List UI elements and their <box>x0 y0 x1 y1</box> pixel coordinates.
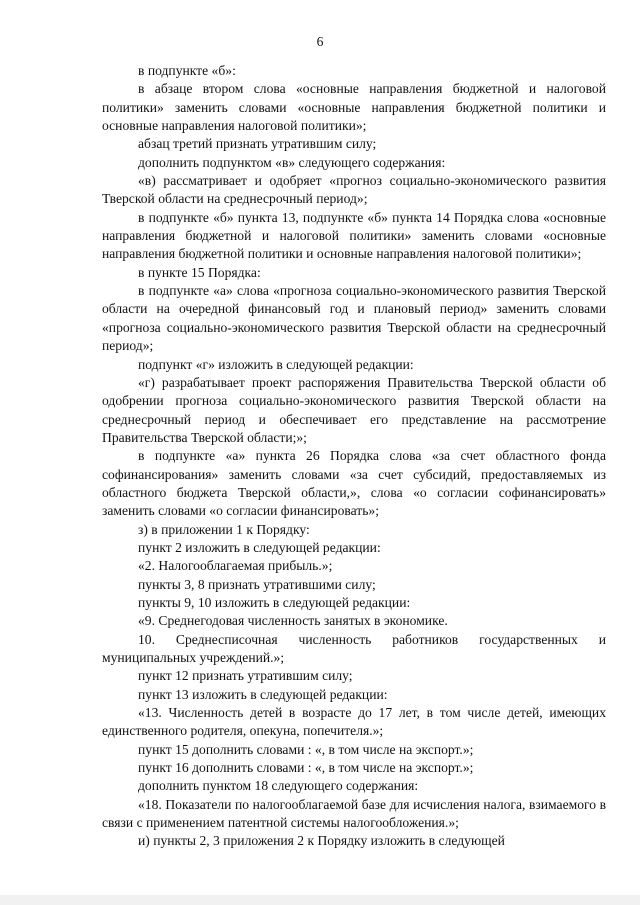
paragraph: «г) разрабатывает проект распоряжения Правительства Тверской области об одобрении прогноза социально-экономического развития Тверской области на среднесрочный период и обеспечивает его представление на рассмотрение Правительства Тверской области;»; <box>102 374 606 445</box>
paragraph: пункт 2 изложить в следующей редакции: <box>138 539 381 555</box>
paragraph: в подпункте «а» пункта 26 Порядка слова «за счет областного фонда софинансирования» заменить словами «за счет субсидий, предоставляемых из областного бюджета Тверской области,», слова «о согласии софинансировать» заменить словами «о согласии финансировать»; <box>102 448 606 519</box>
paragraph: дополнить подпунктом «в» следующего содержания: <box>138 154 446 170</box>
paragraph: в пункте 15 Порядка: <box>138 264 261 280</box>
scan-bottom-edge <box>0 895 640 905</box>
paragraph: «13. Численность детей в возрасте до 17 лет, в том числе детей, имеющих единственного родителя, опекуна, попечителя.»; <box>102 705 606 739</box>
paragraph: пункт 12 признать утратившим силу; <box>138 668 353 684</box>
paragraph: в подпункте «б»: <box>138 63 236 78</box>
paragraph: пункты 9, 10 изложить в следующей редакции: <box>138 594 411 610</box>
paragraph: дополнить пунктом 18 следующего содержания: <box>138 778 419 794</box>
paragraph: абзац третий признать утратившим силу; <box>138 136 377 152</box>
paragraph: в абзаце втором слова «основные направления бюджетной и налоговой политики» заменить словами «основные направления бюджетной политики и основные направления налоговой политики»; <box>102 81 606 134</box>
paragraph: подпункт «г» изложить в следующей редакции: <box>138 356 414 372</box>
paragraph: 10. Среднесписочная численность работников государственных и муниципальных учреждений.»; <box>102 631 606 665</box>
paragraph: и) пункты 2, 3 приложения 2 к Порядку изложить в следующей <box>138 833 505 849</box>
paragraph: «18. Показатели по налогооблагаемой базе для исчисления налога, взимаемого в связи с применением патентной системы налогообложения.»; <box>102 796 606 831</box>
page-number: 6 <box>316 34 324 49</box>
paragraph: «в) рассматривает и одобряет «прогноз социально-экономического развития Тверской области на среднесрочный период»; <box>102 173 606 207</box>
paragraph: «2. Налогооблагаемая прибыль.»; <box>138 558 333 574</box>
paragraph: пункт 16 дополнить словами : «, в том числе на экспорт.»; <box>138 760 474 776</box>
paragraph: пункт 13 изложить в следующей редакции: <box>138 686 388 702</box>
paragraph: «9. Среднегодовая численность занятых в экономике. <box>138 613 448 629</box>
paragraph: з) в приложении 1 к Порядку: <box>138 521 310 537</box>
paragraph: пункты 3, 8 признать утратившими силу; <box>138 576 376 592</box>
paragraph: в подпункте «б» пункта 13, подпункте «б» пункта 14 Порядка слова «основные направления бюджетной и налоговой политики» заменить словами «основные направления бюджетной политики и основные направления налоговой политики»; <box>102 209 606 262</box>
paragraph: в подпункте «а» слова «прогноза социально-экономического развития Тверской области на очередной финансовый год и плановый период» заменить словами «прогноза социально-экономического развития Тверской области на среднесрочный период»; <box>102 283 606 354</box>
paragraph: пункт 15 дополнить словами : «, в том числе на экспорт.»; <box>138 741 474 757</box>
document-body <box>102 62 606 851</box>
